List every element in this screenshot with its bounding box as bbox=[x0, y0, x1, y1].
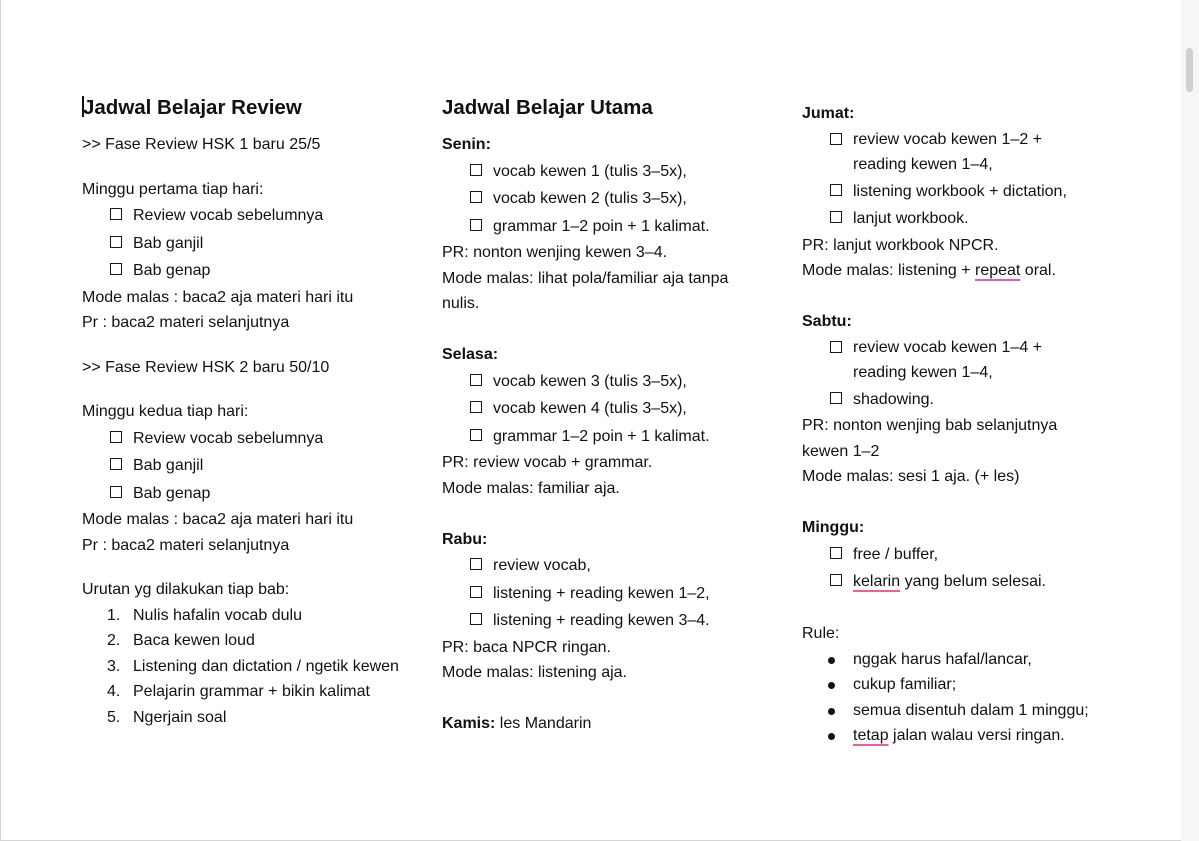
rabu-lazy-mode: Mode malas: listening aja. bbox=[442, 664, 627, 681]
checkbox[interactable] bbox=[110, 458, 122, 470]
day-label-sabtu: Sabtu: bbox=[802, 313, 852, 330]
sabtu-homework: PR: nonton wenjing bab selanjutnya kewen 1–2 bbox=[802, 417, 1058, 460]
checkbox[interactable] bbox=[470, 219, 482, 231]
checklist-item: listening workbook + dictation, bbox=[802, 178, 1132, 206]
checkbox[interactable] bbox=[830, 184, 842, 196]
kamis-line bbox=[442, 711, 772, 737]
numbered-item: 2. Baca kewen loud bbox=[107, 632, 255, 649]
phase2-heading: >> Fase Review HSK 2 baru 50/10 bbox=[82, 358, 330, 376]
checklist-item: kelarin yang belum selesai. bbox=[802, 568, 1132, 596]
checklist-item: grammar 1–2 poin + 1 kalimat. bbox=[442, 423, 772, 451]
checkbox[interactable] bbox=[830, 133, 842, 145]
scrollbar-thumb[interactable] bbox=[1186, 48, 1193, 92]
checkbox[interactable] bbox=[470, 164, 482, 176]
checklist-item: vocab kewen 2 (tulis 3–5x), bbox=[442, 185, 772, 213]
phase1-heading: >> Fase Review HSK 1 baru 25/5 bbox=[82, 136, 321, 153]
phase2-homework: Pr : baca2 materi selanjutnya bbox=[82, 536, 290, 554]
checklist-item: vocab kewen 3 (tulis 3–5x), bbox=[442, 368, 772, 396]
checkbox[interactable] bbox=[110, 263, 122, 275]
numbered-item: 4. Pelajarin grammar + bikin kalimat bbox=[107, 683, 370, 700]
checklist-item: shadowing. bbox=[802, 386, 1132, 414]
bullet-item: tetap jalan walau versi ringan. bbox=[802, 723, 1132, 749]
checkbox[interactable] bbox=[830, 574, 842, 586]
checkbox[interactable] bbox=[830, 547, 842, 559]
numbered-item: 5. Ngerjain soal bbox=[107, 708, 227, 726]
checkbox[interactable] bbox=[830, 341, 842, 353]
phase1-lazy-mode: Mode malas : baca2 aja materi hari itu bbox=[82, 288, 354, 306]
selasa-homework: PR: review vocab + grammar. bbox=[442, 454, 653, 471]
review-column bbox=[82, 93, 412, 730]
phase2-lazy-mode: Mode malas : baca2 aja materi hari itu bbox=[82, 511, 354, 528]
numbered-item: 1. Nulis hafalin vocab dulu bbox=[107, 606, 302, 624]
checklist-item: review vocab kewen 1–4 + reading kewen 1–4, bbox=[802, 335, 1098, 386]
checkbox[interactable] bbox=[470, 191, 482, 203]
checklist-item: Bab genap bbox=[82, 480, 412, 508]
checklist-item: Review vocab sebelumnya bbox=[82, 425, 412, 453]
checkbox[interactable] bbox=[470, 401, 482, 413]
main-title[interactable]: Jadwal Belajar Utama bbox=[442, 96, 653, 119]
checkbox[interactable] bbox=[110, 208, 122, 220]
rabu-homework: PR: baca NPCR ringan. bbox=[442, 638, 611, 656]
bullet-item: semua disentuh dalam 1 minggu; bbox=[802, 698, 1132, 724]
checkbox[interactable] bbox=[470, 613, 482, 625]
checklist-item: free / buffer, bbox=[802, 541, 1132, 569]
selasa-lazy-mode: Mode malas: familiar aja. bbox=[442, 479, 620, 497]
day-label-selasa: Selasa: bbox=[442, 346, 499, 363]
phase1-week-label: Minggu pertama tiap hari: bbox=[82, 180, 264, 198]
review-title-text: Jadwal Belajar Review bbox=[83, 96, 302, 119]
checklist-item: Bab ganjil bbox=[82, 452, 412, 480]
day-label-jumat: Jumat: bbox=[802, 105, 855, 122]
order-label: Urutan yg dilakukan tiap bab: bbox=[82, 581, 290, 598]
checkbox[interactable] bbox=[110, 236, 122, 248]
checklist-item: lanjut workbook. bbox=[802, 205, 1132, 233]
scrollbar-track[interactable] bbox=[1181, 0, 1199, 841]
sabtu-lazy-mode: Mode malas: sesi 1 aja. (+ les) bbox=[802, 468, 1020, 485]
weekend-column bbox=[802, 101, 1132, 749]
checklist-item: vocab kewen 1 (tulis 3–5x), bbox=[442, 158, 772, 186]
checkbox[interactable] bbox=[470, 586, 482, 598]
checkbox[interactable] bbox=[110, 486, 122, 498]
day-label-senin: Senin: bbox=[442, 136, 491, 153]
checklist-item: vocab kewen 4 (tulis 3–5x), bbox=[442, 395, 772, 423]
checkbox[interactable] bbox=[470, 558, 482, 570]
bullet-item: nggak harus hafal/lancar, bbox=[802, 647, 1132, 673]
kamis-text: les Mandarin bbox=[495, 715, 592, 732]
main-column bbox=[442, 93, 772, 737]
checklist-item: listening + reading kewen 1–2, bbox=[442, 580, 772, 608]
spellcheck-word[interactable]: kelarin bbox=[853, 573, 901, 590]
numbered-item: 3. Listening dan dictation / ngetik kewen bbox=[107, 657, 399, 675]
checkbox[interactable] bbox=[830, 211, 842, 223]
bullet-icon bbox=[828, 733, 835, 740]
phase1-homework: Pr : baca2 materi selanjutnya bbox=[82, 314, 290, 331]
bullet-icon bbox=[828, 682, 835, 689]
checklist-item: grammar 1–2 poin + 1 kalimat. bbox=[442, 213, 772, 241]
jumat-lazy-mode: Mode malas: listening + repeat oral. bbox=[802, 262, 1056, 279]
checklist-item: review vocab, bbox=[442, 552, 772, 580]
day-label-minggu: Minggu: bbox=[802, 519, 865, 536]
jumat-homework: PR: lanjut workbook NPCR. bbox=[802, 236, 999, 254]
review-title[interactable] bbox=[82, 93, 412, 123]
bullet-item: cukup familiar; bbox=[802, 672, 1132, 698]
checklist-item: Bab genap bbox=[82, 257, 412, 285]
phase2-week-label: Minggu kedua tiap hari: bbox=[82, 403, 249, 420]
checklist-item: Bab ganjil bbox=[82, 230, 412, 258]
rule-label: Rule: bbox=[802, 625, 840, 642]
senin-lazy-mode: Mode malas: lihat pola/familiar aja tanpa nulis. bbox=[442, 269, 729, 312]
checkbox[interactable] bbox=[830, 392, 842, 404]
senin-homework: PR: nonton wenjing kewen 3–4. bbox=[442, 244, 668, 261]
checklist-item: Review vocab sebelumnya bbox=[82, 202, 412, 230]
bullet-icon bbox=[828, 708, 835, 715]
spellcheck-word[interactable]: tetap bbox=[853, 727, 889, 744]
checklist-item: review vocab kewen 1–2 + reading kewen 1–4, bbox=[802, 127, 1098, 178]
day-label-rabu: Rabu: bbox=[442, 530, 488, 548]
checkbox[interactable] bbox=[470, 429, 482, 441]
checklist-item: listening + reading kewen 3–4. bbox=[442, 607, 772, 635]
bullet-icon bbox=[828, 657, 835, 664]
checkbox[interactable] bbox=[470, 374, 482, 386]
checkbox[interactable] bbox=[110, 431, 122, 443]
day-label-kamis: Kamis: bbox=[442, 715, 496, 732]
spellcheck-word[interactable]: repeat bbox=[974, 262, 1021, 279]
